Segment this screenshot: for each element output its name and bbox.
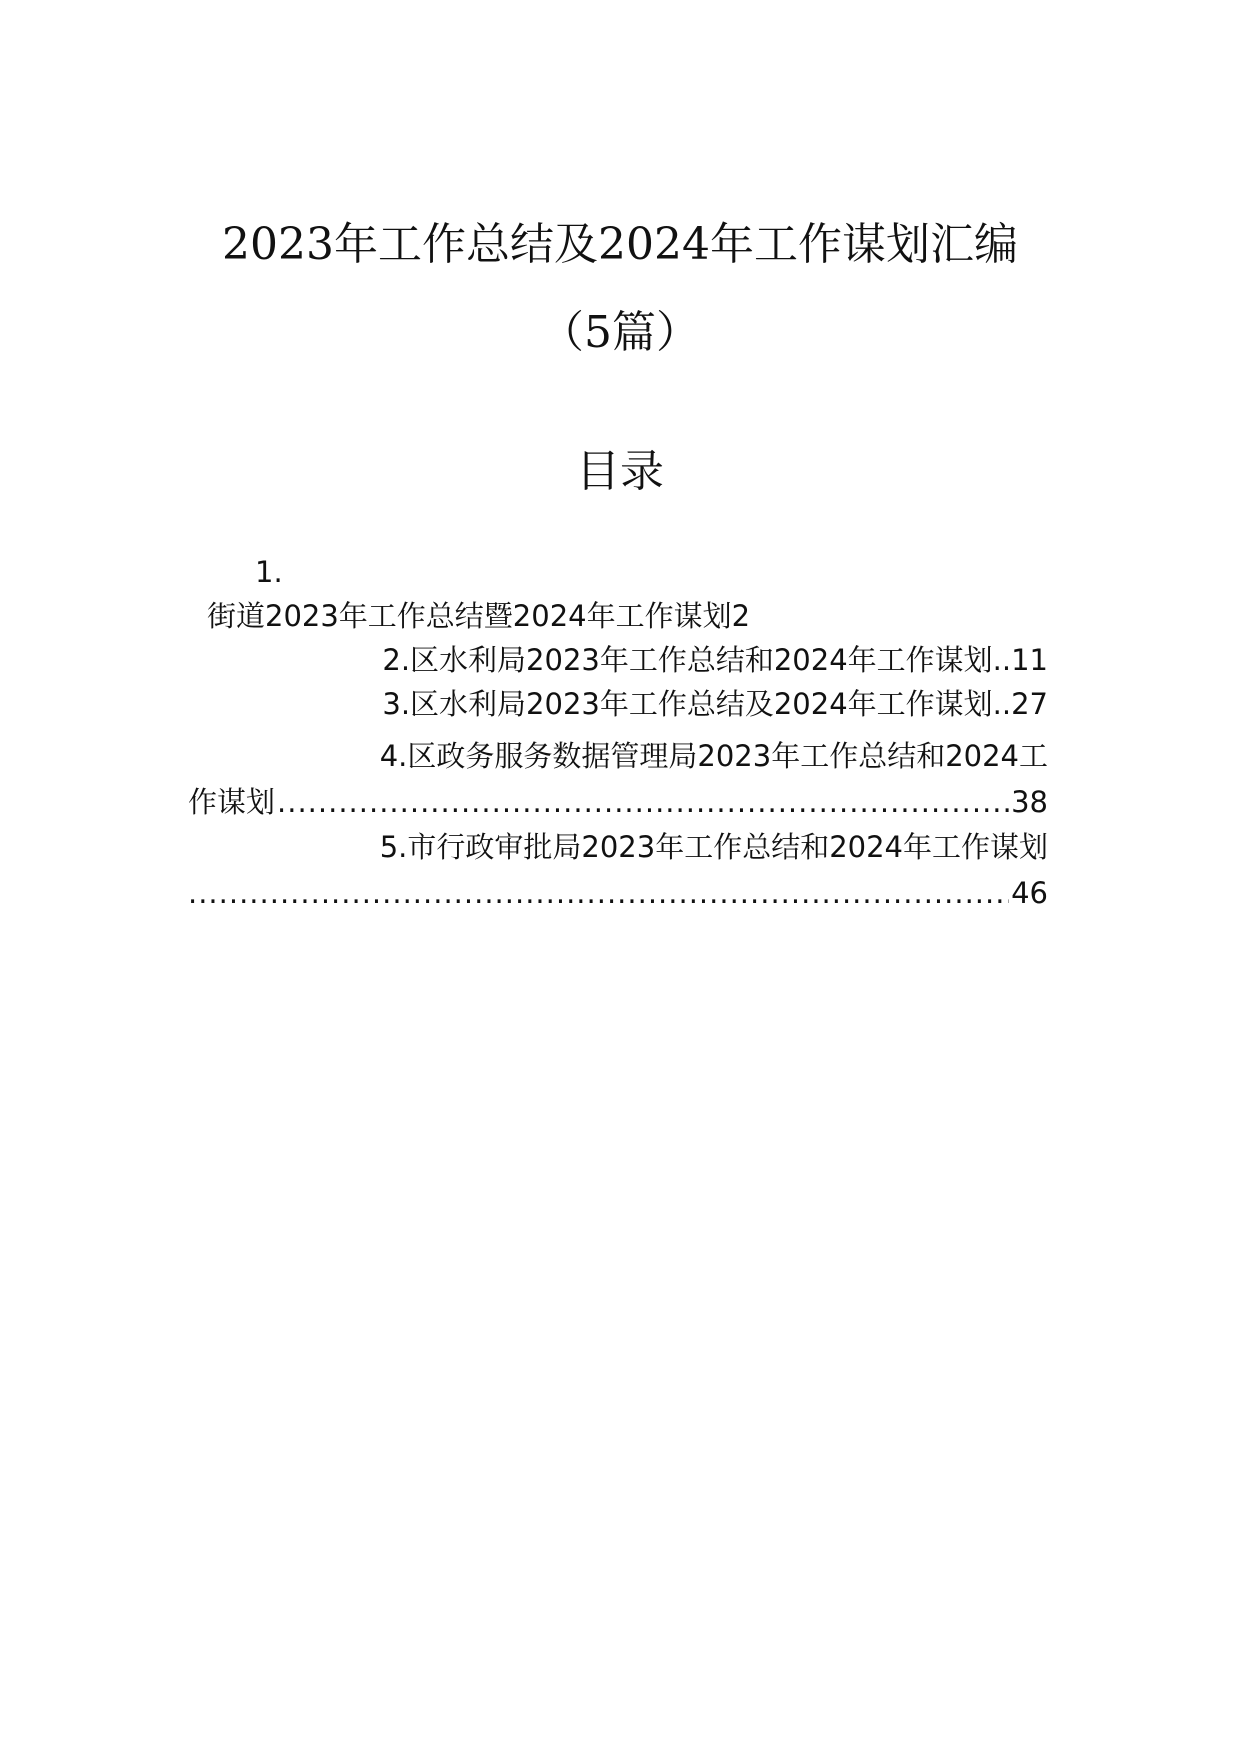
toc-item-3-leader: .. — [992, 687, 1012, 721]
toc-item-4-line1[interactable]: 4.区政务服务数据管理局2023年工作总结和2024工 — [379, 739, 1048, 773]
toc-item-5-page: 46 — [1011, 876, 1048, 910]
toc-heading: 目录 — [576, 446, 664, 497]
toc-item-4-page: 38 — [1011, 785, 1048, 819]
toc-item-2-text: 2.区水利局2023年工作总结和2024年工作谋划 — [382, 643, 993, 677]
toc-item-1-text: 街道2023年工作总结暨2024年工作谋划 — [207, 599, 732, 633]
toc-item-3-text: 3.区水利局2023年工作总结及2024年工作谋划 — [382, 687, 993, 721]
toc-item-5-leader — [188, 871, 1009, 915]
toc-item-2-leader: .. — [992, 643, 1012, 677]
toc-item-4-leader — [277, 780, 1009, 824]
toc-item-5-line1[interactable]: 5.市行政审批局2023年工作总结和2024年工作谋划 — [379, 830, 1048, 864]
toc-item-1[interactable] — [207, 594, 750, 638]
toc-item-4-line2[interactable] — [188, 780, 1048, 824]
toc-item-1-page: 2 — [731, 599, 751, 633]
toc-item-5-line2[interactable] — [188, 871, 1048, 915]
toc-item-2[interactable] — [382, 638, 1048, 682]
toc-item-3[interactable] — [382, 682, 1048, 726]
document-title-line2: （5篇） — [540, 307, 700, 358]
toc-item-1-number[interactable]: 1. — [255, 555, 283, 589]
document-title-line1: 2023年工作总结及2024年工作谋划汇编 — [222, 219, 1018, 270]
toc-item-3-page: 27 — [1011, 687, 1048, 721]
toc-item-4-text-cont: 作谋划 — [188, 785, 276, 819]
toc-item-2-page: 11 — [1011, 643, 1048, 677]
